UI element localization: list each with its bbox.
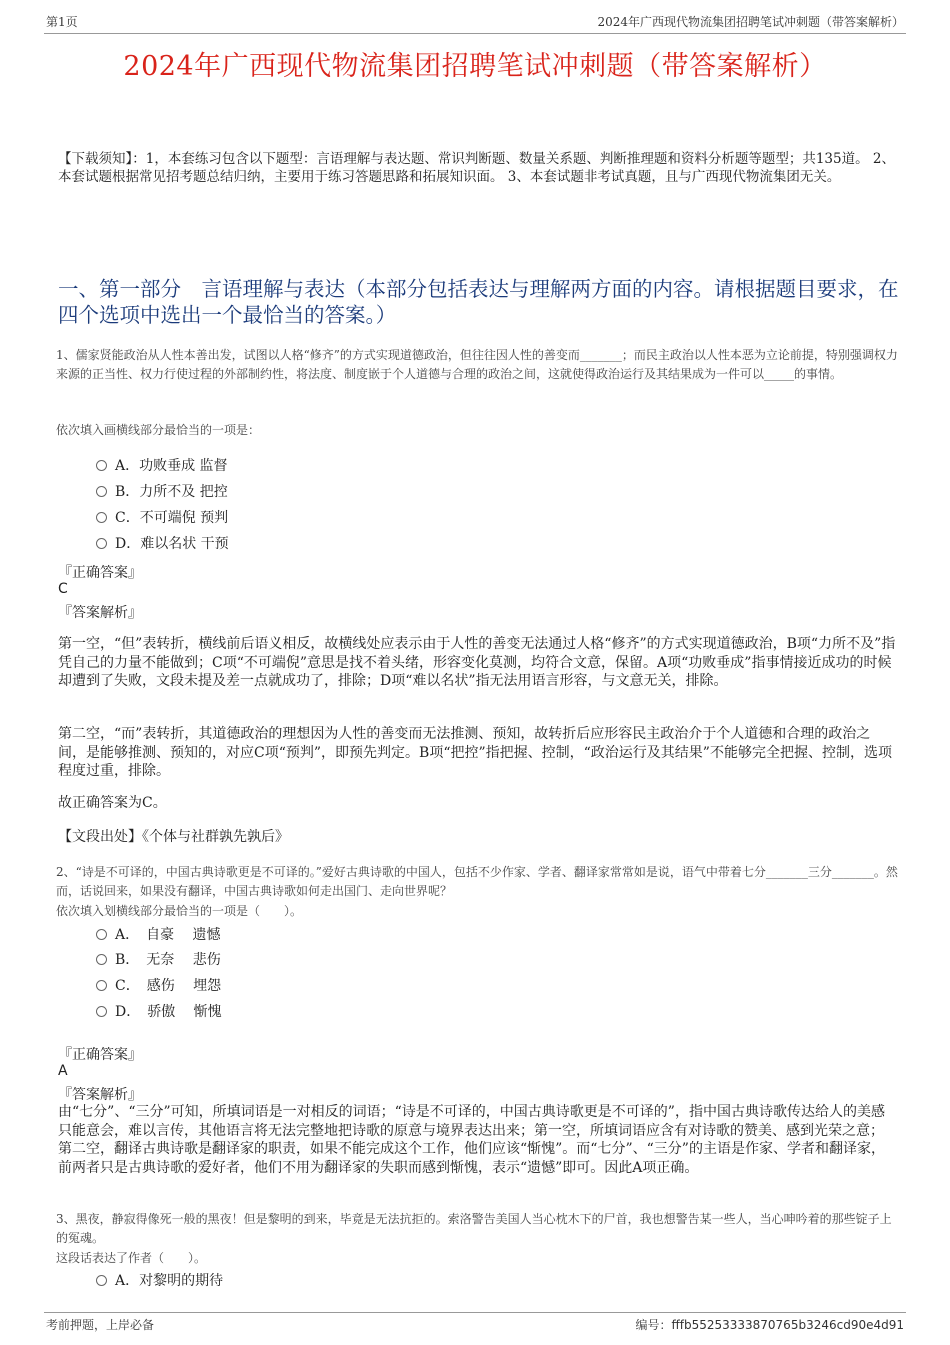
q2-text: 2、“诗是不可译的，中国古典诗歌更是不可译的。”爱好古典诗歌的中国人，包括不少作家、学者、翻译家常常如是说，语气中带着七分_______三分_______。然而，话说回来，如果没有翻译，中国古典诗歌如何走出国门、走向世界呢？ bbox=[56, 865, 898, 898]
q1-source: 【文段出处】《个体与社群孰先孰后》 bbox=[58, 829, 289, 845]
q1-text: 1、儒家贤能政治从人性本善出发，试图以人格“修齐”的方式实现道德政治，但往往因人性的善变而_______；而民主政治以人性本恶为立论前提，特别强调权力来源的正当性、权力行使过程的外部制约性，将法度、制度嵌于个人道德与合理的政治之间，这就使得政治运行及其结果成为一件可以_____的事情。 bbox=[56, 348, 898, 381]
q1-analysis-label: 『答案解析』 bbox=[58, 605, 142, 621]
q2-answer: A bbox=[58, 1063, 68, 1079]
radio-icon[interactable] bbox=[96, 1006, 107, 1017]
q3-prompt: 这段话表达了作者（ ）。 bbox=[56, 1251, 207, 1265]
q2-option-b[interactable]: B． 无奈 悲伤 bbox=[96, 950, 221, 970]
q2-option-d[interactable]: D． 骄傲 惭愧 bbox=[96, 1002, 222, 1022]
radio-icon[interactable] bbox=[96, 512, 107, 523]
footer-divider bbox=[44, 1312, 906, 1313]
radio-icon[interactable] bbox=[96, 954, 107, 965]
radio-icon[interactable] bbox=[96, 538, 107, 549]
radio-icon[interactable] bbox=[96, 460, 107, 471]
radio-icon[interactable] bbox=[96, 1275, 107, 1286]
q2-option-c[interactable]: C． 感伤 埋怨 bbox=[96, 976, 221, 996]
radio-icon[interactable] bbox=[96, 980, 107, 991]
q2-prompt: 依次填入划横线部分最恰当的一项是（ ）。 bbox=[56, 904, 303, 918]
footer-code: 编号：fffb55253333870765b3246cd90e4d91 bbox=[635, 1318, 904, 1332]
download-notice: 【下载须知】：1，本套练习包含以下题型：言语理解与表达题、常识判断题、数量关系题、判断推理题和资料分析题等题型；共135道。 2、本套试题根据常见招考题总结归纳，主要用于练习答题思路和拓展知识面。 3、本套试题非考试真题，且与广西现代物流集团无关。 bbox=[58, 151, 895, 185]
q2-analysis-label: 『答案解析』 bbox=[58, 1087, 142, 1103]
page-number: 第1页 bbox=[46, 15, 78, 29]
q1-analysis-p1: 第一空，“但”表转折，横线前后语义相反，故横线处应表示由于人性的善变无法通过人格“修齐”的方式实现道德政治，B项“力所不及”指凭自己的力量不能做到；C项“不可端倪”意思是找不着头绪，形容变化莫测，均符合文意，保留。A项“功败垂成”指事情接近成功的时候却遭到了失败，文段未提及差一点就成功了，排除；D项“难以名状”指无法用语言形容，与文意无关，排除。 bbox=[58, 636, 896, 689]
footer-slogan: 考前押题，上岸必备 bbox=[46, 1318, 155, 1332]
q1-analysis-p2: 第二空，“而”表转折，其道德政治的理想因为人性的善变而无法推测、预知，故转折后应形容民主政治介于个人道德和合理的政治之间，是能够推测、预知的，对应C项“预判”，即预先判定。B项“把控”指把握、控制，“政治运行及其结果”不能够完全把握、控制，选项程度过重，排除。 bbox=[58, 726, 892, 779]
q1-answer: C bbox=[58, 581, 68, 597]
q1-correct-label: 『正确答案』 bbox=[58, 565, 142, 581]
section-heading: 一、第一部分 言语理解与表达（本部分包括表达与理解两方面的内容。请根据题目要求，在四个选项中选出一个最恰当的答案。） bbox=[58, 277, 899, 327]
q1-option-d[interactable]: D．难以名状 干预 bbox=[96, 534, 229, 554]
q1-prompt: 依次填入画横线部分最恰当的一项是： bbox=[56, 423, 261, 437]
q1-option-a[interactable]: A．功败垂成 监督 bbox=[96, 456, 228, 476]
document-title: 2024年广西现代物流集团招聘笔试冲刺题（带答案解析） bbox=[123, 51, 827, 82]
radio-icon[interactable] bbox=[96, 486, 107, 497]
q1-option-b[interactable]: B．力所不及 把控 bbox=[96, 482, 228, 502]
radio-icon[interactable] bbox=[96, 929, 107, 940]
q2-correct-label: 『正确答案』 bbox=[58, 1047, 142, 1063]
q3-option-a[interactable]: A．对黎明的期待 bbox=[96, 1271, 223, 1291]
header-doc-title: 2024年广西现代物流集团招聘笔试冲刺题（带答案解析） bbox=[597, 15, 904, 29]
q1-option-c[interactable]: C．不可端倪 预判 bbox=[96, 508, 228, 528]
q3-text: 3、黑夜，静寂得像死一般的黑夜！但是黎明的到来，毕竟是无法抗拒的。索洛警告美国人当心枕木下的尸首，我也想警告某一些人，当心呻吟着的那些锭子上的冤魂。 bbox=[56, 1212, 892, 1245]
q2-option-a[interactable]: A． 自豪 遗憾 bbox=[96, 925, 221, 945]
q1-analysis-p3: 故正确答案为C。 bbox=[58, 795, 167, 811]
q2-analysis: 由“七分”、“三分”可知，所填词语是一对相反的词语；“诗是不可译的，中国古典诗歌更是不可译的”，指中国古典诗歌传达给人的美感只能意会，难以言传，其他语言将无法完整地把诗歌的原意与境界表达出来；第一空，所填词语应含有对诗歌的赞美、感到光荣之意；第二空，翻译古典诗歌是翻译家的职责，如果不能完成这个工作，他们应该“惭愧”。而“七分”、“三分”的主语是作家、学者和翻译家，前两者只是古典诗歌的爱好者，他们不用为翻译家的失职而感到惭愧，表示“遗憾”即可。因此A项正确。 bbox=[58, 1104, 885, 1176]
header-divider bbox=[44, 33, 906, 34]
